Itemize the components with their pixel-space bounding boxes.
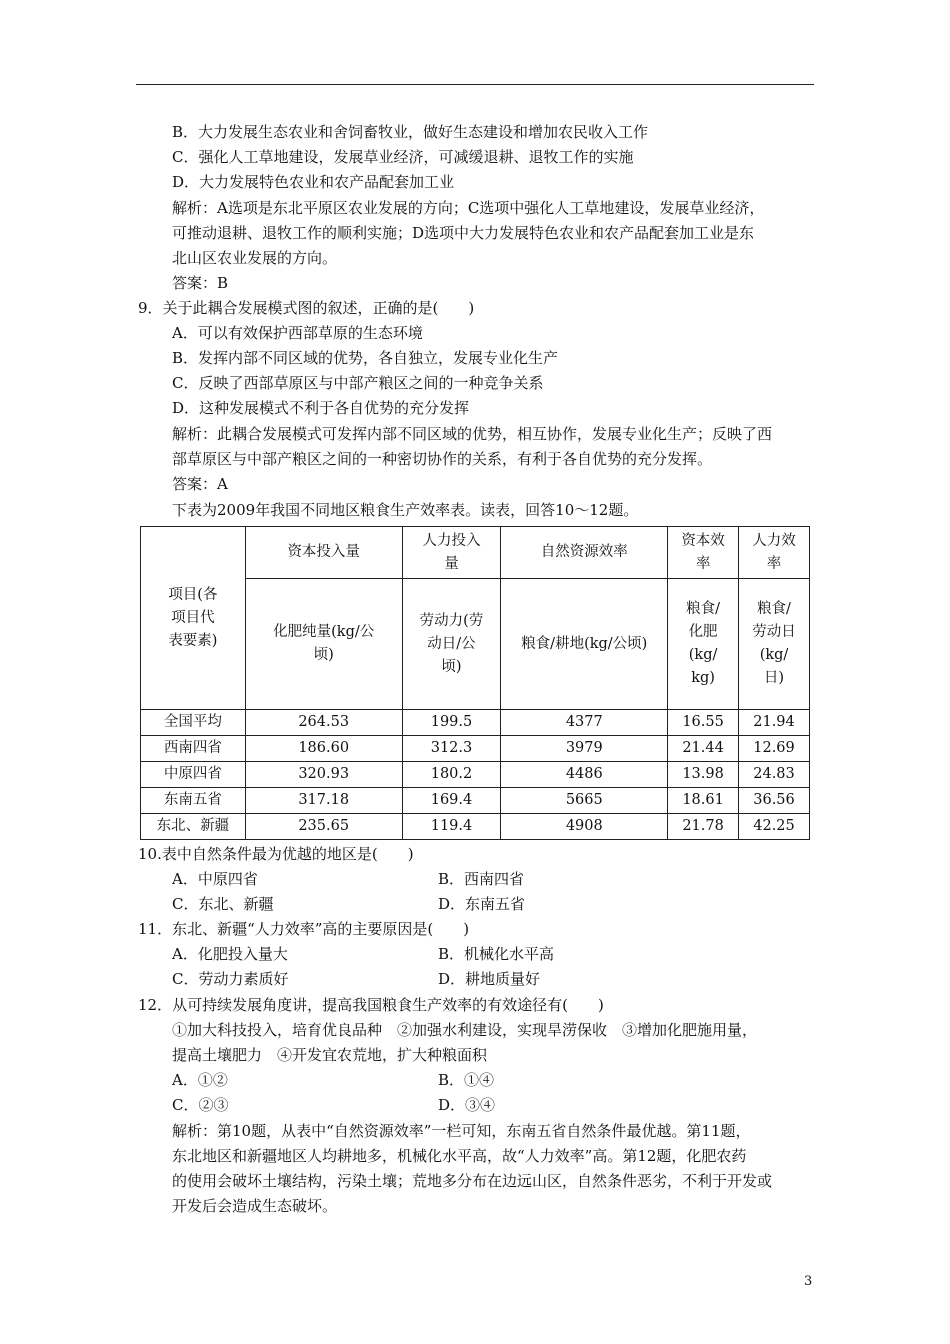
value-cell: 13.98 bbox=[668, 762, 739, 788]
subheader-line: 动日/公 bbox=[427, 635, 476, 652]
subheader-line: 粮食/耕地(kg/公顷) bbox=[521, 635, 648, 652]
value-cell: 235.65 bbox=[245, 814, 402, 840]
q11-option-d: D．耕地质量好 bbox=[438, 970, 541, 988]
header-rule bbox=[136, 84, 814, 85]
value-cell: 199.5 bbox=[402, 710, 501, 736]
final-analysis-line-3: 的使用会破坏土壤结构，污染土壤；荒地多分布在边远山区，自然条件恶劣，不利于开发或 bbox=[172, 1172, 773, 1190]
header-natural-resource-efficiency bbox=[501, 527, 668, 579]
value-cell: 36.56 bbox=[739, 788, 810, 814]
q9-analysis-line-1: 解析：此耦合发展模式可发挥内部不同区域的优势，相互协作，发展专业化生产；反映了西 bbox=[172, 425, 773, 443]
value-cell: 24.83 bbox=[739, 762, 810, 788]
value-cell: 180.2 bbox=[402, 762, 501, 788]
value-cell: 5665 bbox=[501, 788, 668, 814]
subheader-fertilizer bbox=[245, 579, 402, 710]
row-header-line: 项目代 bbox=[171, 609, 215, 626]
q11-option-b: B．机械化水平高 bbox=[438, 945, 555, 963]
header-line: 率 bbox=[695, 555, 711, 572]
final-analysis-line-2: 东北地区和新疆地区人均耕地多，机械化水平高，故“人力效率”高。第12题，化肥农药 bbox=[172, 1147, 747, 1165]
header-labor-efficiency bbox=[739, 527, 810, 579]
row-header-line: 项目(各 bbox=[168, 586, 218, 603]
q9-answer: 答案：A bbox=[172, 475, 228, 493]
q12-option-c: C．②③ bbox=[172, 1096, 229, 1114]
subheader-line: 粮食/ bbox=[757, 601, 791, 617]
subheader-line: (kg/ bbox=[759, 647, 789, 663]
value-cell: 3979 bbox=[501, 736, 668, 762]
value-cell: 21.44 bbox=[668, 736, 739, 762]
q8-analysis-line-2: 可推动退耕、退牧工作的顺利实施；D选项中大力发展特色农业和农产品配套加工业是东 bbox=[172, 224, 755, 242]
header-line: 率 bbox=[766, 555, 782, 572]
q10-option-a: A．中原四省 bbox=[172, 870, 258, 888]
grain-efficiency-table bbox=[140, 526, 810, 840]
q8-option-d: D．大力发展特色农业和农产品配套加工业 bbox=[172, 173, 455, 191]
header-line: 资本效 bbox=[681, 532, 725, 549]
subheader-line: 劳动力(劳 bbox=[419, 612, 484, 629]
subheader-line: 化肥 bbox=[688, 624, 718, 640]
value-cell: 21.78 bbox=[668, 814, 739, 840]
value-cell: 4908 bbox=[501, 814, 668, 840]
header-line: 人力投入 bbox=[422, 532, 481, 549]
q12-option-a: A．①② bbox=[172, 1071, 228, 1089]
region-cell: 中原四省 bbox=[141, 762, 246, 788]
table-intro: 下表为2009年我国不同地区粮食生产效率表。读表，回答10～12题。 bbox=[172, 501, 639, 519]
q8-answer: 答案：B bbox=[172, 274, 229, 292]
final-analysis-line-4: 开发后会造成生态破坏。 bbox=[172, 1197, 338, 1215]
subheader-grain-per-fertilizer bbox=[668, 579, 739, 710]
header-capital-efficiency bbox=[668, 527, 739, 579]
header-line: 自然资源效率 bbox=[540, 544, 628, 560]
value-cell: 12.69 bbox=[739, 736, 810, 762]
header-line: 人力效 bbox=[752, 532, 796, 549]
q12-items-line-2: 提高土壤肥力 ④开发宜农荒地，扩大种粮面积 bbox=[172, 1046, 488, 1064]
q9-option-d: D．这种发展模式不利于各自优势的充分发挥 bbox=[172, 399, 470, 417]
q11-option-c: C．劳动力素质好 bbox=[172, 970, 289, 988]
q12-items-line-1: ①加大科技投入，培育优良品种 ②加强水利建设，实现旱涝保收 ③增加化肥施用量， bbox=[172, 1021, 758, 1039]
table-row bbox=[141, 710, 810, 736]
q11-option-a: A．化肥投入量大 bbox=[172, 945, 288, 963]
value-cell: 42.25 bbox=[739, 814, 810, 840]
q8-option-c: C．强化人工草地建设，发展草业经济，可减缓退耕、退牧工作的实施 bbox=[172, 148, 634, 166]
q10-option-d: D．东南五省 bbox=[438, 895, 526, 913]
subheader-line: 劳动日 bbox=[752, 624, 796, 640]
value-cell: 169.4 bbox=[402, 788, 501, 814]
table-row bbox=[141, 736, 810, 762]
subheader-line: 粮食/ bbox=[686, 601, 721, 617]
q11-stem: 11．东北、新疆“人力效率”高的主要原因是( ) bbox=[138, 920, 470, 938]
value-cell: 317.18 bbox=[245, 788, 402, 814]
q9-option-c: C．反映了西部草原区与中部产粮区之间的一种竞争关系 bbox=[172, 374, 544, 392]
subheader-line: 化肥纯量(kg/公 bbox=[273, 624, 375, 640]
page-number: 3 bbox=[804, 1274, 813, 1289]
header-line: 资本投入量 bbox=[287, 544, 360, 560]
q10-stem: 10.表中自然条件最为优越的地区是( ) bbox=[138, 845, 414, 863]
q10-option-b: B．西南四省 bbox=[438, 870, 525, 888]
value-cell: 264.53 bbox=[245, 710, 402, 736]
q10-option-c: C．东北、新疆 bbox=[172, 895, 274, 913]
region-cell: 西南四省 bbox=[141, 736, 246, 762]
value-cell: 119.4 bbox=[402, 814, 501, 840]
table-row bbox=[141, 788, 810, 814]
q12-option-b: B．①④ bbox=[438, 1071, 495, 1089]
row-header-line: 表要素) bbox=[168, 632, 218, 649]
subheader-line: (kg/ bbox=[688, 647, 718, 663]
q12-option-d: D．③④ bbox=[438, 1096, 496, 1114]
value-cell: 186.60 bbox=[245, 736, 402, 762]
header-line: 量 bbox=[444, 555, 459, 572]
value-cell: 18.61 bbox=[668, 788, 739, 814]
subheader-line: 顷) bbox=[313, 647, 334, 663]
q8-analysis-line-3: 北山区农业发展的方向。 bbox=[172, 249, 338, 267]
value-cell: 312.3 bbox=[402, 736, 501, 762]
subheader-grain-per-land bbox=[501, 579, 668, 710]
q9-analysis-line-2: 部草原区与中部产粮区之间的一种密切协作的关系，有利于各自优势的充分发挥。 bbox=[172, 450, 713, 468]
q9-option-b: B．发挥内部不同区域的优势，各自独立，发展专业化生产 bbox=[172, 349, 559, 367]
subheader-line: kg) bbox=[691, 670, 715, 686]
final-analysis-line-1: 解析：第10题，从表中“自然资源效率”一栏可知，东南五省自然条件最优越。第11题， bbox=[172, 1122, 751, 1140]
subheader-line: 日) bbox=[763, 670, 785, 686]
value-cell: 4486 bbox=[501, 762, 668, 788]
region-cell: 东南五省 bbox=[141, 788, 246, 814]
header-capital-input bbox=[245, 527, 402, 579]
value-cell: 4377 bbox=[501, 710, 668, 736]
subheader-line: 顷) bbox=[441, 658, 462, 675]
q8-option-b: B．大力发展生态农业和舍饲畜牧业，做好生态建设和增加农民收入工作 bbox=[172, 123, 649, 141]
header-labor-input bbox=[402, 527, 501, 579]
value-cell: 16.55 bbox=[668, 710, 739, 736]
q9-stem: 9．关于此耦合发展模式图的叙述，正确的是( ) bbox=[138, 299, 475, 317]
value-cell: 21.94 bbox=[739, 710, 810, 736]
q8-analysis-line-1: 解析：A选项是东北平原区农业发展的方向；C选项中强化人工草地建设，发展草业经济， bbox=[172, 199, 765, 217]
value-cell: 320.93 bbox=[245, 762, 402, 788]
subheader-grain-per-workday bbox=[739, 579, 810, 710]
region-cell: 全国平均 bbox=[141, 710, 246, 736]
region-cell: 东北、新疆 bbox=[141, 814, 246, 840]
table-header-row bbox=[141, 527, 810, 579]
q9-option-a: A．可以有效保护西部草原的生态环境 bbox=[172, 324, 423, 342]
subheader-labor bbox=[402, 579, 501, 710]
table-row bbox=[141, 814, 810, 840]
q12-stem: 12．从可持续发展角度讲，提高我国粮食生产效率的有效途径有( ) bbox=[138, 996, 604, 1014]
table-row bbox=[141, 762, 810, 788]
row-header-cell bbox=[141, 527, 246, 710]
